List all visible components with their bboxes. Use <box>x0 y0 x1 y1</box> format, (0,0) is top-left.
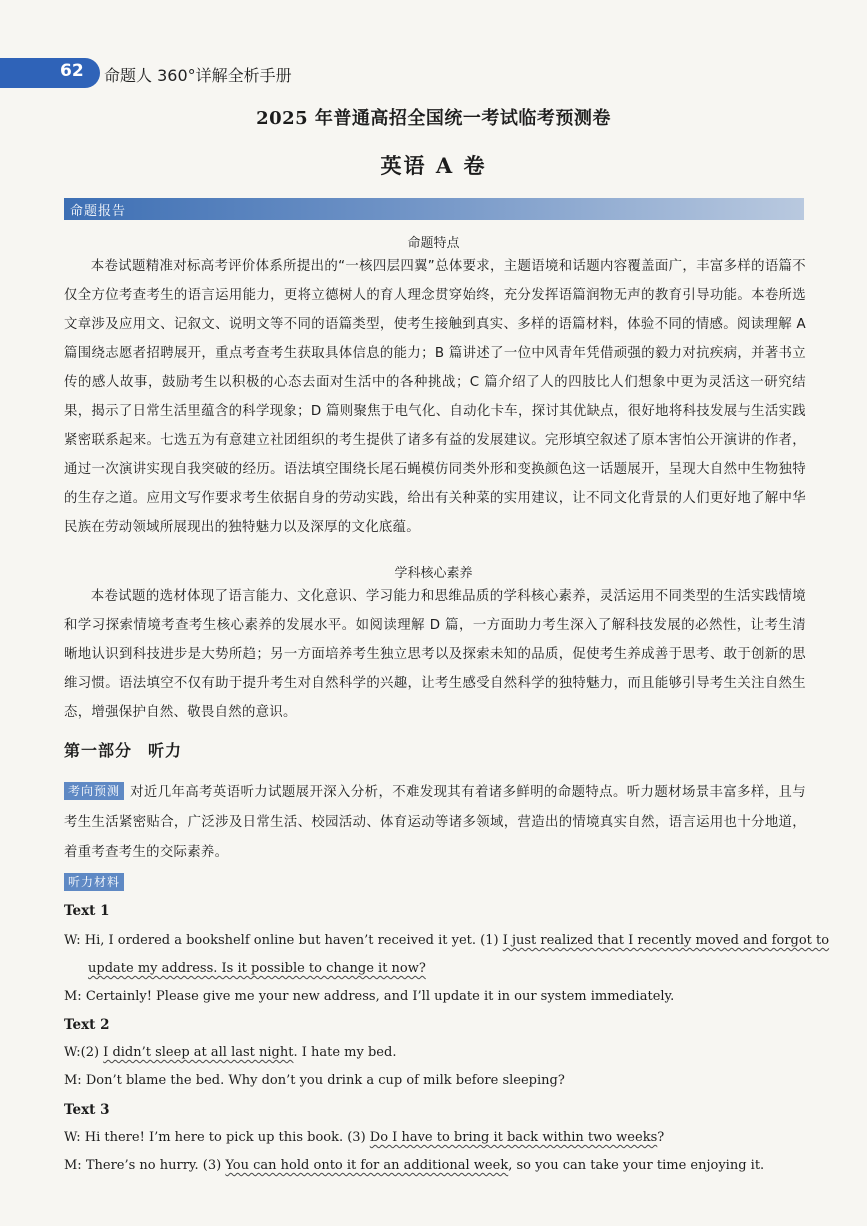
book-title: 命题人 360°详解全析手册 <box>104 66 292 85</box>
transcript-line: W:(2) I didn’t sleep at all last night. I hate my bed. <box>64 1045 397 1060</box>
part-one-label: 第一部分 <box>64 741 133 760</box>
page-number: 62 <box>60 61 84 81</box>
literacy-heading: 学科核心素养 <box>394 566 473 581</box>
transcript-line: update my address. Is it possible to change it now? <box>88 961 426 976</box>
transcript-line: M: There’s no hurry. (3) You can hold onto it for an additional week, so you can take your time enjoying it. <box>64 1158 765 1173</box>
part-one-name: 听力 <box>148 741 183 760</box>
text-label: Text 2 <box>64 1017 110 1033</box>
forecast-paragraph <box>64 778 806 868</box>
transcript-line: M: Certainly! Please give me your new address, and I’ll update it in our system immediately. <box>64 989 675 1004</box>
transcript-line: W: Hi there! I’m here to pick up this book. (3) Do I have to bring it back within two weeks? <box>64 1130 665 1145</box>
part-one-heading <box>64 738 182 761</box>
page-number-tab <box>0 58 100 88</box>
transcript-line: W: Hi, I ordered a bookshelf online but haven’t received it yet. (1) I just realized that I recently moved and forgot to <box>64 933 830 948</box>
forecast-text: 对近几年高考英语听力试题展开深入分析，不难发现其有着诸多鲜明的命题特点。听力题材场景丰富多样，且与考生生活紧密贴合，广泛涉及日常生活、校园活动、体育运动等诸多领域，营造出的情境真实自然，语言运用也十分地道，着重考查考生的交际素养。 <box>64 785 806 860</box>
text-label: Text 1 <box>64 903 110 919</box>
features-heading: 命题特点 <box>407 236 460 251</box>
features-paragraph: 本卷试题精准对标高考评价体系所提出的“一核四层四翼”总体要求，主题语境和话题内容覆盖面广，丰富多样的语篇不仅全方位考查考生的语言运用能力，更将立德树人的育人理念贯穿始终，充分发挥语篇润物无声的教育引导功能。本卷所选文章涉及应用文、记叙文、说明文等不同的语篇类型，使考生接触到真实、多样的语篇材料，体验不同的情感。阅读理解 A 篇围绕志愿者招聘展开，重点考查考生获取具体信息的能力；B 篇讲述了一位中风青年凭借顽强的毅力对抗疾病，并著书立传的感人故事，鼓励考生以积极的心态去面对生活中的各种挑战；C 篇介绍了人的四肢比人们想象中更为灵活这一研究结果，揭示了日常生活里蕴含的科学现象；D 篇则聚焦于电气化、自动化卡车，探讨其优缺点，很好地将科技发展与生活实践紧密联系起来。七选五为有意建立社团组织的考生提供了诸多有益的发展建议。完形填空叙述了原本害怕公开演讲的作者，通过一次演讲实现自我突破的经历。语法填空围绕长尾石蝇模仿同类外形和变换颜色这一话题展开，呈现大自然中生物独特的生存之道。应用文写作要求考生依据自身的劳动实践，给出有关种菜的实用建议，让不同文化背景的人们更好地了解中华民族在劳动领域所展现出的独特魅力以及深厚的文化底蕴。 <box>64 259 806 535</box>
section-bar-report <box>64 198 804 220</box>
subject-title: 英语 A 卷 <box>380 153 487 178</box>
section-bar-label: 命题报告 <box>70 204 127 219</box>
material-chip: 听力材料 <box>64 873 124 891</box>
transcript-line: M: Don’t blame the bed. Why don’t you drink a cup of milk before sleeping? <box>64 1073 565 1088</box>
exam-title: 2025 年普通高招全国统一考试临考预测卷 <box>256 108 611 129</box>
literacy-paragraph: 本卷试题的选材体现了语言能力、文化意识、学习能力和思维品质的学科核心素养，灵活运用不同类型的生活实践情境和学习探索情境考查考生核心素养的发展水平。如阅读理解 D 篇，一方面助力考生深入了解科技发展的必然性，让考生清晰地认识到科技进步是大势所趋；另一方面培养考生独立思考以及探索未知的品质，促使考生养成善于思考、敢于创新的思维习惯。语法填空不仅有助于提升考生对自然科学的兴趣，让考生感受自然科学的独特魅力，而且能够引导考生关注自然生态，增强保护自然、敬畏自然的意识。 <box>64 589 806 720</box>
forecast-chip: 考向预测 <box>64 782 124 800</box>
text-label: Text 3 <box>64 1102 110 1118</box>
